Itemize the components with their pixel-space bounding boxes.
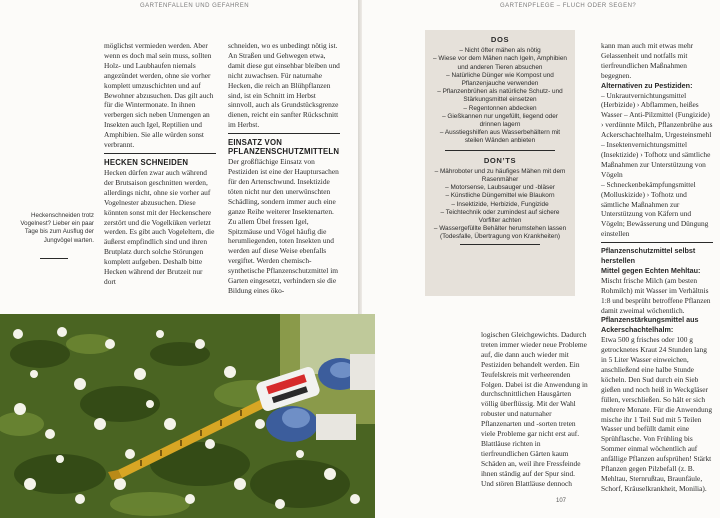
paragraph: – Schneckenbekämpfungsmittel (Molluskizide) › Tofhotz und sämtliche Maßnahmen zur Unterstützung von Käfern und Vögeln; Bewässerung und Düngung einstellen	[601, 179, 709, 239]
subheading: Mittel gegen Echten Mehltau:	[601, 265, 701, 275]
donts-item: – Künstliche Düngemittel wie Blaukorn	[445, 192, 555, 200]
page-number: 107	[556, 498, 567, 504]
donts-title: DON’TS	[483, 155, 517, 165]
paragraph: – Unkrautvernichtungsmittel (Herbizide) › Abflammen, heißes Wasser – Anti-Pilzmittel (Fungizide) › verdünnte Milch, Pflanzenbrühe aus Ackerschachtelhalm, Urgesteinsmehl – Insektenvernichtungsmittel (Insektizide) › Tofhotz und sämtliche Maßnahmen zur Unterstützung von Vögeln	[601, 90, 713, 179]
donts-item: – Motorsense, Laubsauger und -bläser	[445, 184, 555, 192]
donts-item: – Insektizide, Herbizide, Fungizide	[451, 200, 549, 208]
paragraph: kann man auch mit etwas mehr Gelassenheit und notfalls mit tierfreundlichen Maßnahmen begegnen.	[601, 41, 694, 80]
paragraph: Der großflächige Einsatz von Pestiziden ist eine der Hauptursachen für den Artenschwund. Insektizide töten nicht nur den unerwünschten Schädling, sondern immer auch eine ganze Reihe weiterer Insektenarten. Zu allem Übel fressen Igel, Spitzmäuse und Vögel häufig die herumliegenden, toten Insekten und werden auf diese Weise ebenfalls vergiftet. Werden chemisch-synthetische Pflanzenschutzmittel im Garten eingesetzt, verhindern sie die Bildung eines öko-	[228, 157, 339, 295]
paragraph: Etwa 500 g frisches oder 100 g getrocknetes Kraut 24 Stunden lang in 5 Liter Wasser einweichen, anschließend eine halbe Stunde köcheln. Den Sud durch ein Sieb gießen und noch heiß in Weckgläser füllen, verschließen. So hält er sich mehrere Monate. Für die Anwendung mische ihr 1 Teil Sud mit 5 Teilen Wasser und befüllt damit eine Sprühflasche. Von Frühling bis Sommer einmal wöchentlich auf anfällige Pflanzen aufsprühen! Stärkt Pflanzen gegen Pilzbefall (z. B. Mehltau, Sternrußtau, Braunfäule, Schorf, Kräuselkrankheit, Monilia).	[601, 335, 713, 493]
dos-item: – Nicht öfter mähen als nötig	[459, 47, 541, 55]
running-head-right: GARTENPFLEGE – FLUCH ODER SEGEN?	[500, 3, 637, 9]
section-heading: EINSATZ VON PFLANZENSCHUTZMITTELN	[228, 138, 340, 157]
dos-item: – Pflanzenbrühen als natürliche Schutz- und Stärkungsmittel einsetzen	[437, 88, 563, 104]
dos-item: – Gießkannen nur ungefüllt, liegend oder drinnen lagern	[442, 112, 558, 129]
dos-and-donts-box	[425, 30, 575, 296]
caption-rule	[40, 258, 68, 259]
dos-item: – Natürliche Dünger wie Kompost und Pflanzenjauche verwenden	[446, 71, 554, 88]
subheading: Alternativen zu Pestiziden:	[601, 80, 693, 90]
donts-item: – Mähroboter und zu häufiges Mähen mit dem Rasenmäher	[434, 167, 566, 184]
right-column-1	[481, 330, 589, 489]
dos-item: – Ausstiegshilfen aus Wasserbehältern mit steilen Wänden anbieten	[439, 129, 561, 145]
dos-title: DOS	[490, 35, 510, 44]
left-column-2	[228, 41, 340, 296]
paragraph: logischen Gleichgewichts. Dadurch treten immer wieder neue Probleme auf, die dann auch wieder mit Pestiziden behandelt werden. Ein Teufelskreis mit verheerenden Folgen. Dabei ist die Anwendung in durchschnittlichen Hausgärten völlig überflüssig. Mit der Wahl robuster und naturnaher Pflanzenarten und -sorten treten viele Probleme gar nicht erst auf. Blattläuse richten in tierfreundlichen Gärten kaum Schäden an, weil ihre Fressfeinde ihnen ständig auf der Spur sind. Und stören Blattläuse dennoch	[481, 330, 588, 488]
donts-item: – Teichtechnik oder zumindest auf sichere Vorfilter achten	[440, 208, 560, 225]
box-divider	[445, 150, 555, 151]
paragraph: möglichst vermieden werden. Aber wenn es doch mal sein muss, sollten Holz- und Laubhaufen niemals angezündet werden, ohne sie vorher komplett umzuschichten und auf Bewohner abzusuchen. Das gilt auch für die Wintermonate. In ihnen verbergen sich neben Unmengen an Insekten auch Igel, Reptilien und Amphibien. Sie alle würden sonst verbrannt.	[104, 41, 214, 150]
photo-caption: Heckenschneiden trotz Vogelnest? Lieber ein paar Tage bis zum Ausflug der Jungvögel warten.	[20, 212, 94, 244]
divider	[104, 153, 216, 154]
paragraph: Mischt frische Milch (am besten Rohmilch) mit Wasser im Verhältnis 1:8 und besprüht betroffene Pflanzen damit zweimal wöchentlich.	[601, 275, 711, 315]
donts-item: – Wassergefüllte Behälter herumstehen lassen (Todesfalle, Übertragung von Krankheiten)	[433, 225, 567, 241]
subheading: Pflanzenstärkungsmittel aus Ackerschachtelhalm:	[601, 315, 699, 335]
divider	[228, 133, 340, 134]
subheading: Pflanzenschutzmittel selbst herstellen	[601, 246, 696, 266]
hedge-trimming-photo	[0, 314, 375, 518]
hedge-photo-illustration	[0, 314, 375, 518]
box-bottom-rule	[460, 244, 540, 245]
left-column-1	[104, 41, 216, 287]
right-column-2	[601, 41, 713, 494]
running-head-left: GARTENFALLEN UND GEFAHREN	[140, 3, 250, 9]
divider	[601, 242, 713, 243]
section-heading: HECKEN SCHNEIDEN	[104, 157, 189, 167]
dos-item: – Regentonnen abdecken	[463, 104, 537, 112]
paragraph: schneiden, wo es unbedingt nötig ist. An Straßen und Gehwegen etwa, damit diese gut einsehbar bleiben und nicht zuwachsen. Für naturnahe Hecken, die reich an Blühpflanzen sind, ist ein Schnitt im Herbst sinnvoll, auch als Grundstücksgrenze dienen, reicht ein sanfter Rückschnitt im Herbst.	[228, 41, 340, 130]
paragraph: Hecken dürfen zwar auch während der Brutsaison geschnitten werden, allerdings nicht, ohne sie vorher auf Vogelnester abzusuchen. Diese könnten sonst mit der Heckenschere zerstört und die Vogelküken verletzt werden. Es gibt auch Vogeleltern, die äußerst empfindlich sind und ihren Brutplatz durch solche Störungen komplett aufgeben. Deshalb bitte Hecken während der Brutzeit nur dort	[104, 167, 215, 286]
dos-item: – Wiese vor dem Mähen nach Igeln, Amphibien und anderen Tieren absuchen	[433, 55, 567, 71]
